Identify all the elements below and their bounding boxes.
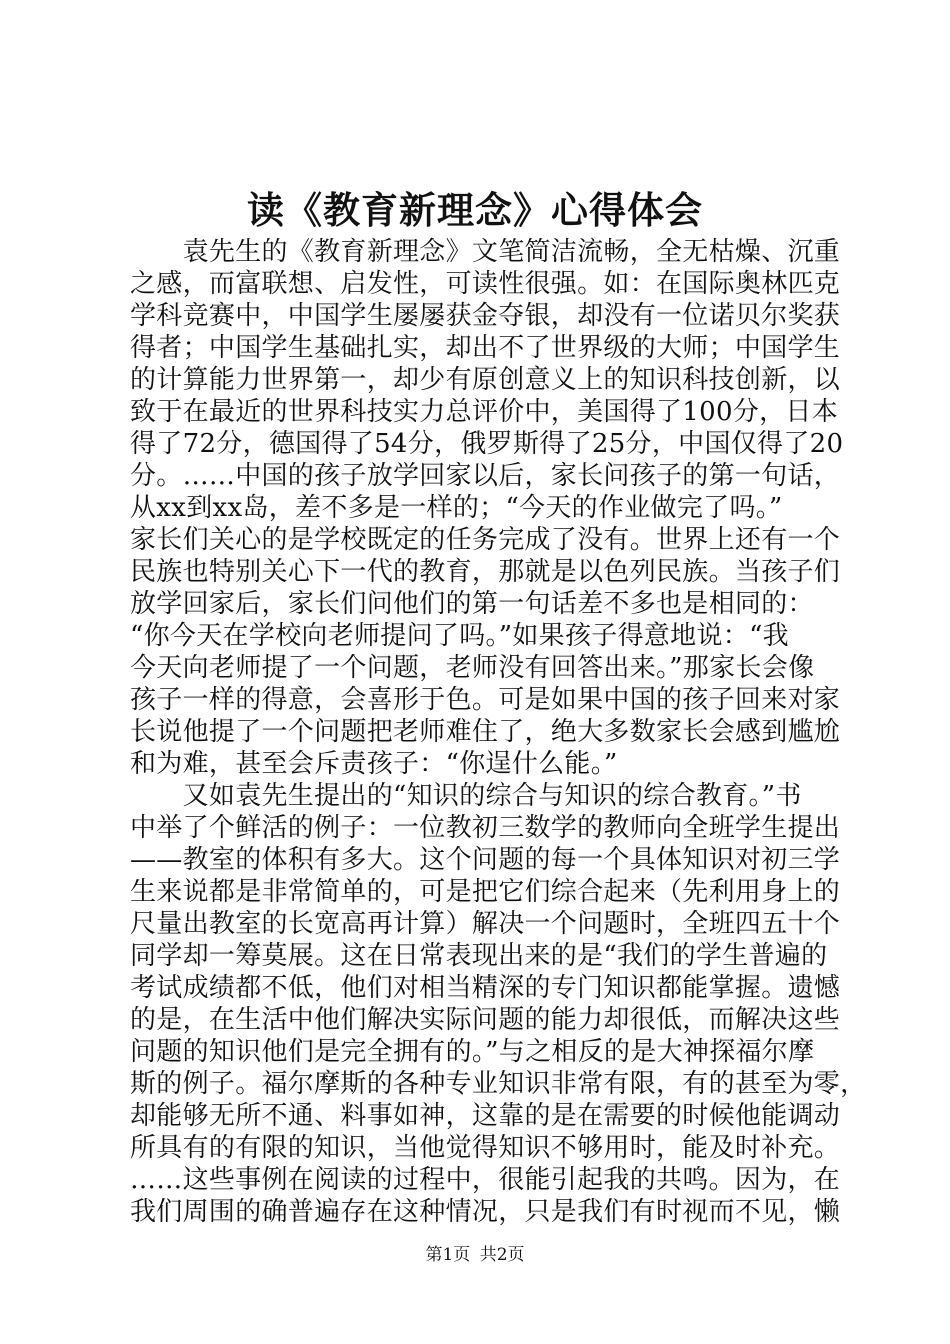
body-line: 之感，而富联想、启发性，可读性很强。如：在国际奥林匹克 xyxy=(130,269,841,299)
body-line: 得者；中国学生基础扎实，却出不了世界级的大师；中国学生 xyxy=(130,333,841,363)
body-line: 生来说都是非常简单的，可是把它们综合起来（先利用身上的 xyxy=(130,877,841,907)
body-line: 又如袁先生提出的“知识的综合与知识的综合教育。”书 xyxy=(130,781,802,811)
body-line: 的是，在生活中他们解决实际问题的能力却很低，而解决这些 xyxy=(130,1005,841,1035)
body-line: “你今天在学校向老师提问了吗。”如果孩子得意地说：“我 xyxy=(130,621,789,651)
body-line: 斯的例子。福尔摩斯的各种专业知识非常有限，有的甚至为零， xyxy=(130,1069,867,1099)
body-line: 分。……中国的孩子放学回家以后，家长问孩子的第一句话， xyxy=(130,461,841,491)
body-line: 长说他提了一个问题把老师难住了，绝大多数家长会感到尴尬 xyxy=(130,717,841,747)
document-body xyxy=(130,236,867,1228)
body-line: 家长们关心的是学校既定的任务完成了没有。世界上还有一个 xyxy=(130,525,841,555)
body-line: 致于在最近的世界科技实力总评价中，美国得了100分，日本 xyxy=(130,397,839,427)
page-total: 共2页 xyxy=(479,1245,525,1265)
body-line: 得了72分，德国得了54分，俄罗斯得了25分，中国仅得了20 xyxy=(130,429,844,459)
body-line: 我们周围的确普遍存在这种情况，只是我们有时视而不见，懒 xyxy=(130,1197,841,1227)
body-line: 中举了个鲜活的例子：一位教初三数学的教师向全班学生提出 xyxy=(130,813,841,843)
body-line: ……这些事例在阅读的过程中，很能引起我的共鸣。因为，在 xyxy=(130,1165,841,1195)
body-line: 考试成绩都不低，他们对相当精深的专门知识都能掌握。遗憾 xyxy=(130,973,841,1003)
body-line: 的计算能力世界第一，却少有原创意义上的知识科技创新，以 xyxy=(130,365,841,395)
body-line: 却能够无所不通、料事如神，这靠的是在需要的时候他能调动 xyxy=(130,1101,841,1131)
body-line: 尺量出教室的长宽高再计算）解决一个问题时，全班四五十个 xyxy=(130,909,841,939)
body-line: 学科竞赛中，中国学生屡屡获金夺银，却没有一位诺贝尔奖获 xyxy=(130,301,841,331)
page-footer xyxy=(0,1244,950,1266)
body-line: 放学回家后，家长们问他们的第一句话差不多也是相同的： xyxy=(130,589,814,619)
body-line: 民族也特别关心下一代的教育，那就是以色列民族。当孩子们 xyxy=(130,557,841,587)
body-line: 孩子一样的得意，会喜形于色。可是如果中国的孩子回来对家 xyxy=(130,685,841,715)
body-line: 和为难，甚至会斥责孩子：“你逞什么能。” xyxy=(130,749,618,779)
body-line: 从xx到xx岛，差不多是一样的；“今天的作业做完了吗。” xyxy=(130,493,783,523)
body-line: 袁先生的《教育新理念》文笔简洁流畅，全无枯燥、沉重 xyxy=(130,237,841,267)
page-number: 第1页 xyxy=(425,1245,471,1265)
body-line: ——教室的体积有多大。这个问题的每一个具体知识对初三学 xyxy=(130,845,841,875)
body-line: 同学却一筹莫展。这在日常表现出来的是“我们的学生普遍的 xyxy=(130,941,828,971)
body-line: 所具有的有限的知识，当他觉得知识不够用时，能及时补充。 xyxy=(130,1133,841,1163)
body-line: 问题的知识他们是完全拥有的。”与之相反的是大神探福尔摩 xyxy=(130,1037,815,1067)
body-line: 今天向老师提了一个问题，老师没有回答出来。”那家长会像 xyxy=(130,653,815,683)
document-title: 读《教育新理念》心得体会 xyxy=(247,188,703,232)
